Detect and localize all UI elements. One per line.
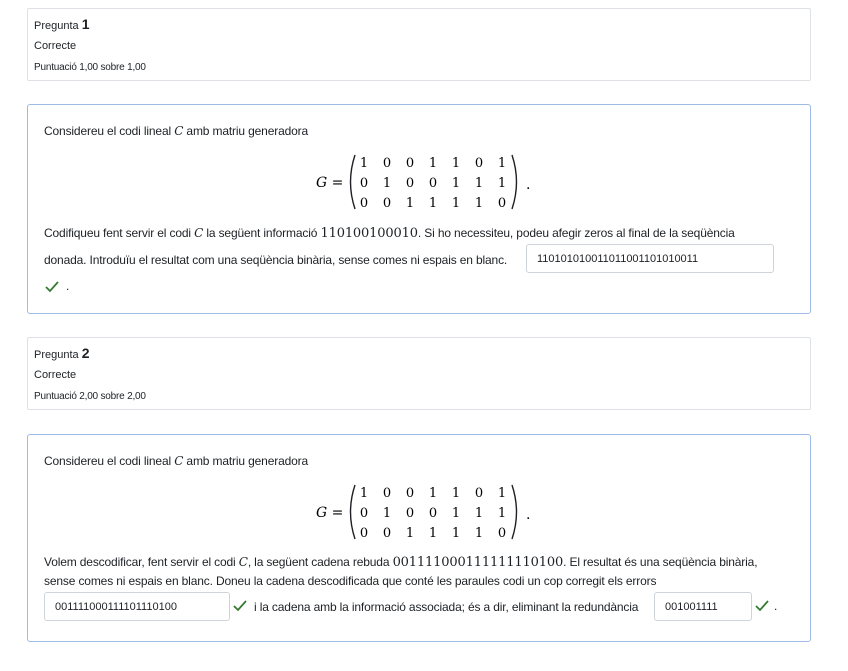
q2-number: Pregunta 2 bbox=[34, 345, 90, 361]
q1-matrix-cell-r1-c6: 0 bbox=[474, 156, 484, 171]
q1-correct-check-icon bbox=[45, 281, 59, 293]
q2-end-period: . bbox=[774, 599, 778, 613]
q1-matrix-cell-r2-c1: 0 bbox=[359, 176, 369, 191]
q1-matrix-cell-r1-c4: 1 bbox=[428, 156, 438, 171]
q2-matrix-cell-r3-c6: 1 bbox=[474, 526, 484, 541]
q2-instruction-line2: sense comes ni espais en blanc. Doneu la cadena descodificada que conté les paraules codi un cop corregit els errors bbox=[44, 574, 657, 588]
q2-matrix-cell-r2-c2: 1 bbox=[382, 506, 392, 521]
q1-matrix-cell-r3-c5: 1 bbox=[451, 196, 461, 211]
q2-matrix-cell-r1-c4: 1 bbox=[428, 486, 438, 501]
q1-matrix-end: . bbox=[526, 177, 531, 193]
q1-matrix-cell-r3-c6: 1 bbox=[474, 196, 484, 211]
q1-matrix-cell-r1-c5: 1 bbox=[451, 156, 461, 171]
q1-matrix-cell-r2-c7: 1 bbox=[497, 176, 507, 191]
q1-matrix-cell-r1-c2: 0 bbox=[382, 156, 392, 171]
q1-number: Pregunta 1 bbox=[34, 16, 90, 32]
q2-decoded-check-icon bbox=[233, 600, 247, 612]
q1-matrix-cell-r3-c2: 0 bbox=[382, 196, 392, 211]
q2-grade: Puntuació 2,00 sobre 2,00 bbox=[34, 391, 146, 402]
q1-matrix-cell-r3-c1: 0 bbox=[359, 196, 369, 211]
q2-matrix-cell-r2-c1: 0 bbox=[359, 506, 369, 521]
q2-matrix-cell-r1-c2: 0 bbox=[382, 486, 392, 501]
q1-matrix-cell-r1-c7: 1 bbox=[497, 156, 507, 171]
q1-matrix-name: G = bbox=[316, 175, 344, 191]
q2-right-paren bbox=[512, 485, 517, 539]
q1-generator-matrix bbox=[308, 149, 548, 220]
q2-matrix-end: . bbox=[526, 507, 531, 523]
q1-matrix-cell-r1-c3: 0 bbox=[405, 156, 415, 171]
q1-state: Correcte bbox=[34, 40, 77, 52]
q2-matrix-cell-r3-c7: 0 bbox=[497, 526, 507, 541]
q1-grade: Puntuació 1,00 sobre 1,00 bbox=[34, 62, 146, 73]
q1-matrix-cell-r2-c4: 0 bbox=[428, 176, 438, 191]
q2-matrix-svg bbox=[308, 479, 548, 545]
q2-received-string: 001111000111111110100 bbox=[392, 555, 564, 570]
q1-right-paren bbox=[512, 155, 517, 209]
q2-information-input[interactable] bbox=[654, 592, 752, 621]
q1-left-paren bbox=[351, 155, 356, 209]
q2-matrix-cell-r1-c5: 1 bbox=[451, 486, 461, 501]
q2-matrix-name: G = bbox=[316, 505, 344, 521]
q2-matrix-cell-r2-c7: 1 bbox=[497, 506, 507, 521]
q1-matrix-svg bbox=[308, 149, 548, 215]
q1-matrix-cell-r2-c5: 1 bbox=[451, 176, 461, 191]
q2-decoded-input[interactable] bbox=[44, 592, 230, 621]
q2-matrix-cell-r3-c2: 0 bbox=[382, 526, 392, 541]
q1-matrix-cell-r3-c3: 1 bbox=[405, 196, 415, 211]
q1-info-string: 110100100010 bbox=[320, 226, 418, 241]
q2-matrix-cells bbox=[360, 486, 506, 541]
q2-content-panel bbox=[27, 434, 811, 642]
q2-matrix-cell-r1-c1: 1 bbox=[359, 486, 369, 501]
q1-matrix-cell-r3-c4: 1 bbox=[428, 196, 438, 211]
q2-matrix-cell-r1-c7: 1 bbox=[497, 486, 507, 501]
q2-information-check-icon bbox=[755, 600, 769, 612]
q1-info-panel bbox=[27, 8, 811, 81]
q1-answer-input[interactable] bbox=[526, 244, 774, 273]
q2-matrix-cell-r2-c4: 0 bbox=[428, 506, 438, 521]
q1-content-panel bbox=[27, 104, 811, 314]
q2-matrix-cell-r3-c4: 1 bbox=[428, 526, 438, 541]
q2-matrix-cell-r3-c5: 1 bbox=[451, 526, 461, 541]
q1-matrix-cell-r2-c2: 1 bbox=[382, 176, 392, 191]
q2-middle-text: i la cadena amb la informació associada; és a dir, eliminant la redundància bbox=[254, 600, 639, 614]
q1-matrix-cell-r2-c6: 1 bbox=[474, 176, 484, 191]
q1-matrix-cell-r3-c7: 0 bbox=[497, 196, 507, 211]
q2-generator-matrix bbox=[308, 479, 548, 550]
q2-state: Correcte bbox=[34, 369, 77, 381]
q2-matrix-cell-r3-c3: 1 bbox=[405, 526, 415, 541]
q1-intro: Considereu el codi lineal C amb matriu generadora bbox=[44, 124, 309, 138]
q2-info-panel bbox=[27, 337, 811, 410]
q1-instruction-line1: Codifiqueu fent servir el codi C la següent informació 110100100010. Si ho necessiteu, podeu afegir zeros al final de la seqüència bbox=[44, 226, 735, 241]
q2-matrix-cell-r3-c1: 0 bbox=[359, 526, 369, 541]
q1-matrix-cells bbox=[360, 156, 506, 211]
q1-matrix-cell-r2-c3: 0 bbox=[405, 176, 415, 191]
q2-matrix-cell-r2-c6: 1 bbox=[474, 506, 484, 521]
q2-matrix-cell-r1-c3: 0 bbox=[405, 486, 415, 501]
q2-instruction-line1: Volem descodificar, fent servir el codi C, la següent cadena rebuda 001111000111111110100. El resultat és una seqüència binària, bbox=[44, 555, 758, 570]
q1-instruction-line2: donada. Introduïu el resultat com una seqüència binària, sense comes ni espais en blanc. bbox=[44, 253, 508, 267]
q1-matrix-cell-r1-c1: 1 bbox=[359, 156, 369, 171]
q2-intro: Considereu el codi lineal C amb matriu generadora bbox=[44, 454, 309, 468]
q2-matrix-cell-r1-c6: 0 bbox=[474, 486, 484, 501]
q2-matrix-cell-r2-c3: 0 bbox=[405, 506, 415, 521]
q1-end-period: . bbox=[66, 279, 70, 293]
q2-matrix-cell-r2-c5: 1 bbox=[451, 506, 461, 521]
q2-left-paren bbox=[351, 485, 356, 539]
